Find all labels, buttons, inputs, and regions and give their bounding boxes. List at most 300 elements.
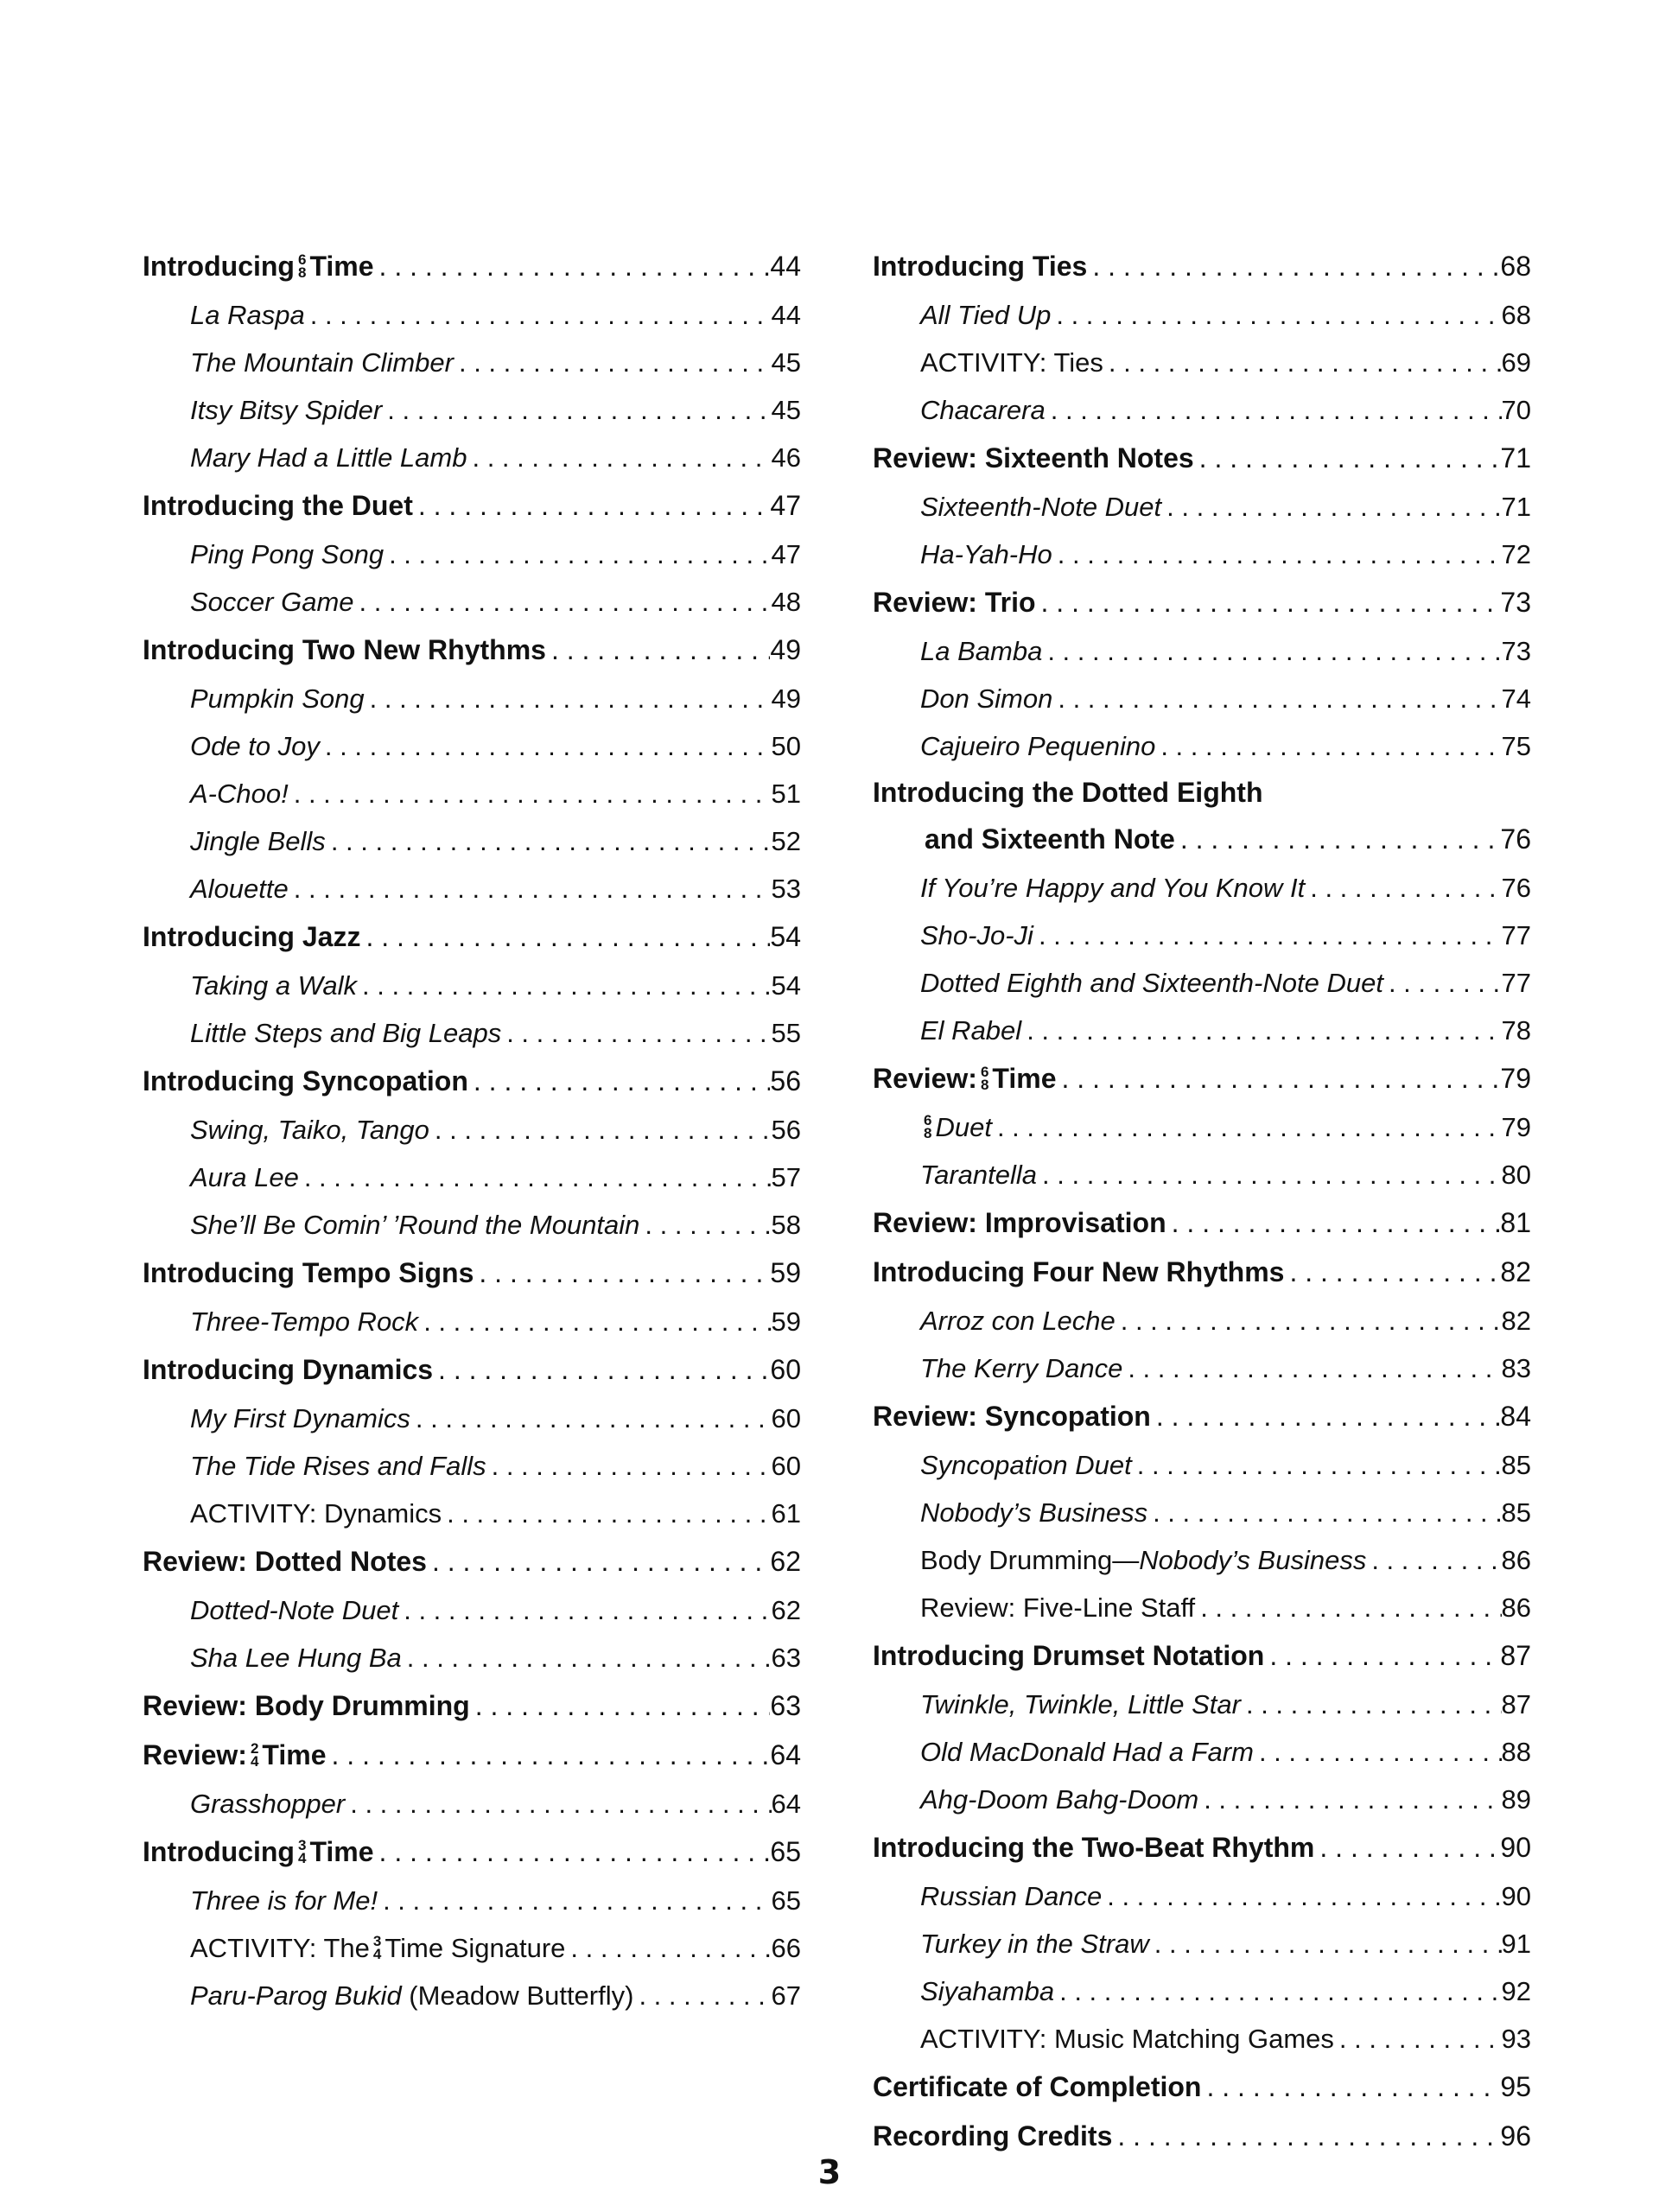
page-ref: 73 (1501, 636, 1531, 666)
entry-title (920, 959, 1383, 1007)
toc-song-entry[interactable] (873, 531, 1531, 578)
time-signature-icon: 6 8 (297, 251, 307, 281)
entry-title-italic: Paru-Parog Bukid (190, 1980, 402, 2011)
page-ref: 65 (771, 1885, 801, 1916)
leader-dots (1037, 1151, 1502, 1198)
leader-dots (1366, 1536, 1501, 1584)
page-ref: 65 (770, 1836, 801, 1867)
entry-title (143, 1249, 474, 1298)
page-ref: 90 (1500, 1832, 1531, 1863)
leader-dots (1052, 531, 1502, 578)
entry-title (920, 1872, 1102, 1920)
leader-dots (1102, 1872, 1501, 1920)
leader-dots (410, 1395, 772, 1442)
toc-song-entry[interactable] (873, 1681, 1531, 1728)
entry-title-italic: The Tide Rises and Falls (190, 1451, 486, 1481)
page-ref: 82 (1501, 1306, 1531, 1336)
entry-title (873, 578, 1036, 627)
toc-section-entry[interactable] (143, 242, 801, 291)
toc-song-entry[interactable] (873, 1536, 1531, 1584)
page-ref: 85 (1501, 1450, 1531, 1480)
toc-song-entry[interactable] (143, 1201, 801, 1249)
entry-title-italic: Russian Dance (920, 1881, 1103, 1911)
toc-song-entry[interactable] (873, 483, 1531, 531)
page-ref: 95 (1500, 2071, 1531, 2102)
entry-title (920, 1536, 1366, 1584)
leader-dots (305, 291, 772, 339)
toc-song-entry[interactable] (143, 1924, 801, 1972)
toc-section-entry[interactable] (873, 1198, 1531, 1248)
entry-title (190, 1877, 378, 1924)
entry-title-italic: Jingle Bells (190, 826, 326, 856)
toc-song-entry[interactable] (873, 675, 1531, 722)
toc-song-entry[interactable] (143, 817, 801, 865)
toc-song-entry[interactable] (873, 386, 1531, 434)
page-ref: 53 (771, 874, 801, 904)
leader-dots (365, 675, 772, 722)
leader-dots (299, 1154, 772, 1201)
toc-song-entry[interactable] (873, 1151, 1531, 1198)
toc-song-entry[interactable] (873, 1776, 1531, 1823)
page-ref: 81 (1500, 1207, 1531, 1238)
entry-title (190, 722, 320, 770)
leader-dots (565, 1924, 771, 1972)
leader-dots (639, 1201, 771, 1249)
toc-section-entry[interactable] (873, 1631, 1531, 1681)
toc-song-entry[interactable] (143, 386, 801, 434)
leader-dots (546, 626, 770, 675)
page-ref: 63 (771, 1643, 801, 1673)
entry-title (190, 291, 305, 339)
entry-title (190, 1009, 501, 1057)
page-ref: 72 (1501, 539, 1531, 569)
entry-title-italic: All Tied Up (920, 300, 1052, 330)
toc-song-entry[interactable] (873, 2015, 1531, 2063)
toc-song-entry[interactable] (143, 1298, 801, 1345)
toc-section-entry[interactable] (143, 1827, 801, 1877)
leader-dots (1383, 959, 1502, 1007)
leader-dots (501, 1009, 771, 1057)
toc-song-entry[interactable] (143, 1877, 801, 1924)
toc-song-entry[interactable] (873, 1920, 1531, 1967)
page-ref: 67 (771, 1980, 801, 2011)
time-signature-icon: 3 4 (372, 1932, 382, 1962)
page-ref: 60 (771, 1403, 801, 1433)
page-ref: 48 (771, 587, 801, 617)
entry-title-text: Review: Body Drumming (143, 1690, 470, 1721)
toc-section-entry[interactable] (873, 1392, 1531, 1441)
entry-title-italic: Siyahamba (920, 1976, 1055, 2006)
toc-section-entry[interactable] (143, 912, 801, 962)
toc-song-entry[interactable] (873, 1728, 1531, 1776)
entry-title (190, 1780, 345, 1827)
entry-title (190, 1634, 402, 1681)
entry-title-italic: Ode to Joy (190, 731, 320, 761)
toc-section-entry[interactable] (143, 1249, 801, 1298)
page-ref: 49 (771, 683, 801, 714)
entry-title-italic: Chacarera (920, 395, 1046, 425)
leader-dots (382, 386, 771, 434)
entry-title-text: Recording Credits (873, 2120, 1113, 2152)
page-ref: 69 (1501, 347, 1531, 378)
page-ref: 76 (1501, 873, 1531, 903)
entry-title-italic: Turkey in the Straw (920, 1929, 1149, 1959)
toc-song-entry[interactable] (143, 962, 801, 1009)
entry-title-text: Introducing Four New Rhythms (873, 1256, 1285, 1287)
toc-song-entry[interactable] (143, 531, 801, 578)
toc-song-entry[interactable] (873, 627, 1531, 675)
toc-song-entry[interactable] (143, 1490, 801, 1537)
toc-song-entry[interactable] (143, 1780, 801, 1827)
leader-dots (1021, 1007, 1501, 1054)
leader-dots (1198, 1776, 1501, 1823)
page-ref: 59 (771, 1306, 801, 1337)
entry-title-text: and Sixteenth Note (925, 823, 1175, 855)
entry-title-italic: Pumpkin Song (190, 683, 365, 714)
entry-title-italic: Nobody’s Business (920, 1497, 1148, 1528)
entry-title (873, 1198, 1166, 1248)
entry-title-italic: Soccer Game (190, 587, 354, 617)
leader-dots (1052, 675, 1501, 722)
entry-title-roman: (Meadow Butterfly) (401, 1980, 634, 2011)
toc-song-entry[interactable] (873, 1297, 1531, 1344)
entry-title-italic: Ha-Yah-Ho (920, 539, 1052, 569)
entry-title-italic: Ahg-Doom Bahg-Doom (920, 1784, 1199, 1815)
entry-title-text: Review: Dotted Notes (143, 1546, 427, 1577)
page-ref: 62 (771, 1595, 801, 1625)
page-ref: 51 (771, 779, 801, 809)
toc-section-entry[interactable] (143, 1681, 801, 1731)
page-ref: 68 (1500, 251, 1531, 282)
page-ref: 60 (770, 1354, 801, 1385)
leader-dots (633, 1972, 771, 2019)
entry-title (920, 864, 1305, 912)
toc-section-entry[interactable] (873, 1823, 1531, 1872)
entry-title-text: Review: Sixteenth Notes (873, 442, 1194, 474)
leader-dots (1132, 1441, 1502, 1489)
entry-title-italic: Sixteenth-Note Duet (920, 492, 1162, 522)
page-ref: 64 (771, 1789, 801, 1819)
toc-song-entry[interactable] (873, 1584, 1531, 1631)
entry-title (873, 1248, 1284, 1297)
page-ref: 45 (771, 347, 801, 378)
entry-title (920, 386, 1046, 434)
leader-dots (357, 962, 772, 1009)
entry-title-text: Time (309, 1836, 374, 1867)
leader-dots (467, 434, 771, 481)
entry-title-text: Certificate of Completion (873, 2071, 1202, 2102)
entry-title-text: Introducing Two New Rhythms (143, 634, 546, 665)
page-ref: 45 (771, 395, 801, 425)
entry-title-text: Introducing Dynamics (143, 1354, 434, 1385)
toc-song-entry[interactable] (143, 1154, 801, 1201)
entry-title (920, 912, 1033, 959)
entry-title-text: Introducing the Duet (143, 490, 413, 521)
page-ref: 44 (770, 251, 801, 282)
page-ref: 80 (1501, 1160, 1531, 1190)
toc-song-entry[interactable] (873, 864, 1531, 912)
toc-section-entry[interactable] (143, 1537, 801, 1586)
time-signature-icon: 2 4 (250, 1739, 259, 1770)
entry-title-roman: ACTIVITY: Ties (920, 347, 1103, 378)
leader-dots (378, 1877, 771, 1924)
page-ref: 64 (770, 1739, 801, 1770)
entry-title-roman: ACTIVITY: The (190, 1933, 370, 1963)
toc-song-entry[interactable] (143, 675, 801, 722)
entry-title (920, 2015, 1334, 2063)
entry-title-italic: Swing, Taiko, Tango (190, 1115, 429, 1145)
entry-title (143, 481, 413, 531)
toc-song-entry[interactable] (143, 1106, 801, 1154)
toc-song-entry[interactable] (143, 434, 801, 481)
entry-title-text: Review: (143, 1739, 247, 1770)
entry-title-italic: Alouette (190, 874, 289, 904)
entry-title-text: Review: Improvisation (873, 1207, 1166, 1238)
page-ref: 50 (771, 731, 801, 761)
entry-title (143, 1345, 433, 1395)
page-ref: 52 (771, 826, 801, 856)
toc-column-left (143, 242, 801, 2019)
entry-title (190, 1586, 398, 1634)
toc-section-entry[interactable] (873, 434, 1531, 483)
page-ref: 78 (1501, 1015, 1531, 1046)
entry-title (920, 1967, 1054, 2015)
entry-title-italic: Arroz con Leche (920, 1306, 1116, 1336)
page-ref: 86 (1501, 1545, 1531, 1575)
toc-section-entry[interactable] (873, 2063, 1531, 2112)
toc-song-entry[interactable] (143, 1009, 801, 1057)
leader-dots (1054, 1967, 1501, 2015)
entry-title-text: Introducing Jazz (143, 921, 361, 952)
entry-title (190, 531, 384, 578)
toc-song-entry[interactable] (143, 1586, 801, 1634)
page-ref: 88 (1501, 1737, 1531, 1767)
toc-song-entry[interactable] (873, 1103, 1531, 1151)
page-ref: 90 (1501, 1881, 1531, 1911)
entry-title-italic: Three is for Me! (190, 1885, 378, 1916)
leader-dots (1116, 1297, 1502, 1344)
entry-title (920, 1489, 1147, 1536)
page-ref: 79 (1501, 1112, 1531, 1142)
entry-title-italic: Aura Lee (190, 1162, 299, 1192)
leader-dots (1151, 1392, 1501, 1441)
toc-song-entry[interactable] (143, 1972, 801, 2019)
entry-title-italic: Taking a Walk (190, 970, 357, 1001)
entry-title (920, 483, 1161, 531)
leader-dots (474, 1249, 770, 1298)
toc-song-entry[interactable] (143, 722, 801, 770)
entry-title (143, 1681, 470, 1731)
entry-title-italic: Twinkle, Twinkle, Little Star (920, 1689, 1241, 1719)
entry-title (143, 912, 360, 962)
leader-dots (1036, 578, 1501, 627)
entry-title (920, 627, 1042, 675)
page-ref: 54 (770, 921, 801, 952)
entry-title (190, 1298, 418, 1345)
toc-section-entry[interactable] (143, 1345, 801, 1395)
toc-section-entry[interactable] (143, 626, 801, 675)
page-ref: 96 (1500, 2120, 1531, 2152)
page-ref: 91 (1501, 1929, 1531, 1959)
entry-title (873, 434, 1194, 483)
toc-song-entry[interactable] (873, 1872, 1531, 1920)
toc-section-entry[interactable] (143, 1057, 801, 1106)
page-ref: 84 (1500, 1401, 1531, 1432)
leader-dots (1195, 1584, 1501, 1631)
entry-title (190, 865, 289, 912)
entry-title-italic: El Rabel (920, 1015, 1022, 1046)
entry-title-roman: Review: Five-Line Staff (920, 1592, 1196, 1623)
toc-song-entry[interactable] (873, 1344, 1531, 1392)
toc-song-entry[interactable] (873, 291, 1531, 339)
page-ref: 92 (1501, 1976, 1531, 2006)
entry-title (190, 578, 354, 626)
entry-title (190, 1490, 442, 1537)
toc-song-entry[interactable] (873, 1441, 1531, 1489)
toc-song-entry[interactable] (873, 1007, 1531, 1054)
page-ref: 55 (771, 1018, 801, 1048)
entry-title (190, 1201, 639, 1249)
toc-song-entry[interactable] (143, 291, 801, 339)
entry-title-italic: Three-Tempo Rock (190, 1306, 419, 1337)
toc-section-entry[interactable] (143, 1731, 801, 1780)
toc-song-entry[interactable] (873, 959, 1531, 1007)
leader-dots (1201, 2063, 1500, 2112)
leader-dots (345, 1780, 771, 1827)
toc-section-entry[interactable] (143, 481, 801, 531)
entry-title (873, 1823, 1314, 1872)
entry-title-italic: Dotted-Note Duet (190, 1595, 399, 1625)
entry-title (873, 1392, 1151, 1441)
entry-title-italic: My First Dynamics (190, 1403, 410, 1433)
page-ref: 77 (1501, 920, 1531, 950)
leader-dots (1147, 1489, 1501, 1536)
toc-section-entry[interactable] (873, 1248, 1531, 1297)
entry-title-italic: Grasshopper (190, 1789, 346, 1819)
entry-title-roman: Time Signature (385, 1933, 566, 1963)
leader-dots (468, 1057, 771, 1106)
page-ref: 71 (1501, 492, 1531, 522)
entry-title (920, 675, 1052, 722)
entry-title (920, 722, 1155, 770)
toc-song-entry[interactable] (873, 912, 1531, 959)
entry-title (143, 626, 546, 675)
page-ref: 49 (770, 634, 801, 665)
toc-song-entry[interactable] (873, 1967, 1531, 2015)
entry-title-italic: Little Steps and Big Leaps (190, 1018, 502, 1048)
leader-dots (454, 339, 772, 386)
toc-section-entry[interactable] (873, 1054, 1531, 1103)
entry-title-italic: She’ll Be Comin’ ’Round the Mountain (190, 1210, 640, 1240)
toc-section-entry[interactable] (873, 770, 1531, 815)
entry-title-text: Review: (873, 1063, 977, 1094)
toc-song-entry[interactable] (873, 722, 1531, 770)
entry-title-text: Time (309, 251, 374, 282)
entry-title (920, 1297, 1116, 1344)
entry-title (920, 1007, 1021, 1054)
leader-dots (326, 817, 772, 865)
entry-title-italic: A-Choo! (190, 779, 289, 809)
entry-title (143, 242, 374, 291)
leader-dots (470, 1681, 771, 1731)
entry-title (873, 770, 1262, 815)
toc-song-entry[interactable] (873, 339, 1531, 386)
leader-dots (1122, 1344, 1501, 1392)
time-signature-icon: 3 4 (297, 1836, 307, 1866)
toc-song-entry[interactable] (143, 339, 801, 386)
toc-song-entry[interactable] (143, 1442, 801, 1490)
page-ref: 46 (771, 442, 801, 473)
entry-title (190, 817, 326, 865)
leader-dots (1166, 1198, 1501, 1248)
entry-title-text: Review: Trio (873, 587, 1036, 618)
leader-dots (992, 1103, 1502, 1151)
toc-song-entry[interactable] (143, 578, 801, 626)
page-ref: 76 (1500, 823, 1531, 855)
entry-title-roman: ACTIVITY: Music Matching Games (920, 2024, 1334, 2054)
leader-dots (442, 1490, 771, 1537)
page-ref: 82 (1500, 1256, 1531, 1287)
page-ref: 74 (1501, 683, 1531, 714)
toc-song-entry[interactable] (143, 1634, 801, 1681)
entry-title-italic: Ping Pong Song (190, 539, 385, 569)
entry-title-italic: La Raspa (190, 300, 305, 330)
page-ref: 47 (770, 490, 801, 521)
leader-dots (1103, 339, 1502, 386)
toc-section-entry[interactable] (873, 242, 1531, 291)
entry-title-text: Introducing (143, 251, 295, 282)
toc-song-entry[interactable] (143, 770, 801, 817)
entry-title (920, 531, 1052, 578)
leader-dots (1046, 386, 1502, 434)
entry-title-italic: Nobody’s Business (1139, 1545, 1367, 1575)
page-ref: 62 (770, 1546, 801, 1577)
entry-title-text: Introducing the Two-Beat Rhythm (873, 1832, 1315, 1863)
entry-title (920, 1728, 1254, 1776)
leader-dots (1161, 483, 1501, 531)
entry-title-text: Time (262, 1739, 327, 1770)
page-ref: 44 (771, 300, 801, 330)
entry-title-italic: Duet (935, 1112, 992, 1142)
entry-title (190, 386, 382, 434)
leader-dots (1149, 1920, 1502, 1967)
entry-title (190, 339, 454, 386)
entry-title (920, 1920, 1149, 1967)
toc-section-entry[interactable] (873, 815, 1531, 864)
entry-title-text: Review: Syncopation (873, 1401, 1151, 1432)
entry-title-text: Time (992, 1063, 1057, 1094)
entry-title (143, 1537, 427, 1586)
entry-title-roman: ACTIVITY: Dynamics (190, 1498, 442, 1529)
entry-title (190, 1972, 633, 2019)
leader-dots (320, 722, 772, 770)
toc-section-entry[interactable] (873, 578, 1531, 627)
toc-song-entry[interactable] (143, 1395, 801, 1442)
leader-dots (1305, 864, 1501, 912)
entry-title-italic: The Mountain Climber (190, 347, 454, 378)
leader-dots (374, 1827, 771, 1877)
toc-song-entry[interactable] (873, 1489, 1531, 1536)
page-ref: 73 (1500, 587, 1531, 618)
toc-column-right (873, 242, 1531, 2161)
page-ref: 83 (1501, 1353, 1531, 1383)
entry-title (873, 1631, 1264, 1681)
toc-song-entry[interactable] (143, 865, 801, 912)
entry-title (190, 1395, 410, 1442)
leader-dots (418, 1298, 771, 1345)
entry-title-italic: Sha Lee Hung Ba (190, 1643, 402, 1673)
leader-dots (327, 1731, 771, 1780)
